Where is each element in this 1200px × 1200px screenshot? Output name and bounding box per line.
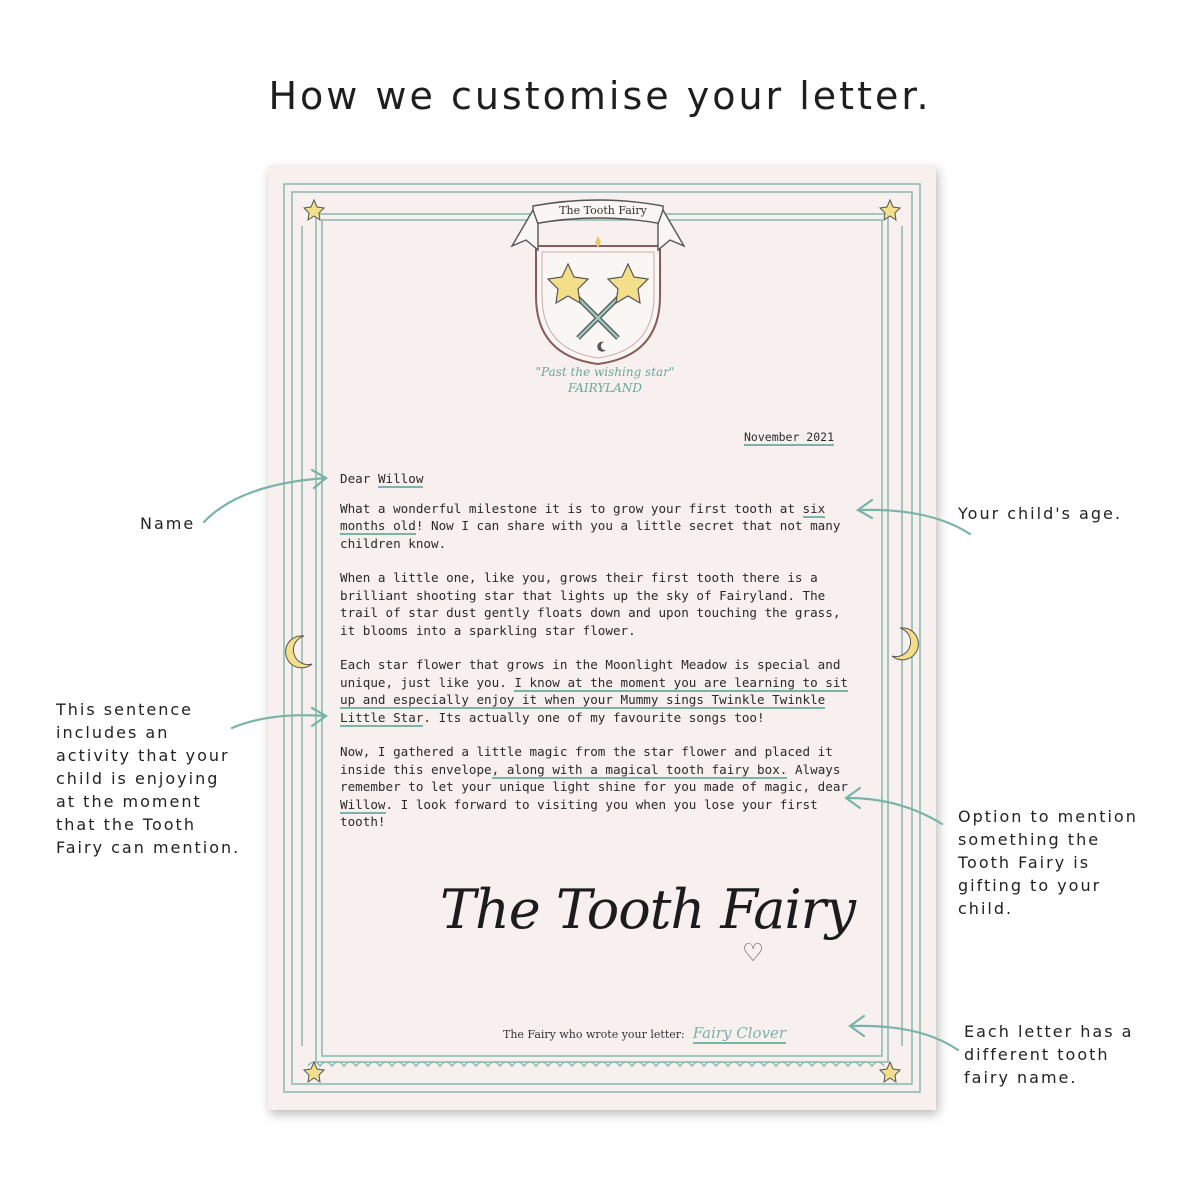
child-name-repeat: Willow: [340, 796, 386, 812]
annotation-activity-line: activity that your: [56, 746, 230, 765]
p4-text-a: Now, I gathered a little magic from the star flower and placed it inside this envelope: [340, 744, 833, 777]
annotation-activity-line: child is enjoying: [56, 769, 220, 788]
annotation-gift-line: Tooth Fairy is: [958, 853, 1091, 872]
fairy-name: Fairy Clover: [692, 1024, 787, 1042]
crest-banner: The Tooth Fairy: [559, 204, 647, 217]
p4-text-c: . I look forward to visiting you when you lose your first tooth!: [340, 796, 818, 829]
p4-text-b: Always remember to let your unique light shine for you made of magic, dear: [340, 761, 848, 794]
child-age: six months old: [340, 500, 826, 533]
annotation-gift-line: something the: [958, 830, 1101, 849]
letter-date: November 2021: [744, 430, 835, 444]
annotation-activity-line: This sentence: [56, 700, 193, 719]
p1-text-a: What a wonderful milestone it is to grow your first tooth at: [340, 500, 803, 516]
annotation-gift-line: Option to mention: [958, 807, 1138, 826]
p3-text-b: . Its actually one of my favourite songs too!: [423, 709, 765, 725]
annotation-gift-line: gifting to your: [958, 876, 1102, 895]
annotation-age: Your child's age.: [958, 504, 1122, 523]
annotation-activity-line: at the moment: [56, 792, 202, 811]
p1-text-b: ! Now I can share with you a little secret that not many children know.: [340, 518, 841, 551]
p3-text-a: Each star flower that grows in the Moonlight Meadow is special and unique, just like you.: [340, 657, 841, 690]
arrow-fairy: [852, 1026, 958, 1050]
annotation-activity-line: includes an: [56, 723, 170, 742]
greeting-word: Dear: [340, 471, 371, 486]
annotation-gift-line: child.: [958, 899, 1014, 918]
page-title: How we customise your letter.: [268, 74, 932, 118]
annotation-activity-line: Fairy can mention.: [56, 838, 241, 857]
child-name: Willow: [377, 471, 424, 486]
writer-label: The Fairy who wrote your letter:: [503, 1028, 685, 1041]
activity-sentence: I know at the moment you are learning to sit up and especially enjoy it when your Mummy sings Twinkle Twinkle Little Star: [340, 674, 849, 725]
paragraph-2: When a little one, like you, grows their first tooth there is a brilliant shooting star that lights up the sky of Fairyland. The trail of star dust gently floats down and upon touching the grass, it blooms into a sparkling star flower.: [340, 570, 841, 638]
annotation-name: Name: [140, 514, 196, 533]
annotation-activity-line: that the Tooth: [56, 815, 196, 834]
address-line-1: "Past the wishing star": [535, 365, 675, 379]
signature: The Tooth Fairy: [440, 878, 855, 941]
gift-mention: , along with a magical tooth fairy box.: [491, 761, 788, 777]
arrow-name: [204, 478, 326, 522]
annotation-fairy-line: fairy name.: [964, 1068, 1078, 1087]
address-line-2: FAIRYLAND: [567, 381, 643, 395]
heart-icon: ♡: [744, 936, 763, 971]
arrow-age: [860, 510, 970, 534]
annotation-fairy-line: different tooth: [964, 1045, 1110, 1064]
arrow-gift: [848, 798, 942, 824]
annotation-fairy-line: Each letter has a: [964, 1022, 1134, 1041]
